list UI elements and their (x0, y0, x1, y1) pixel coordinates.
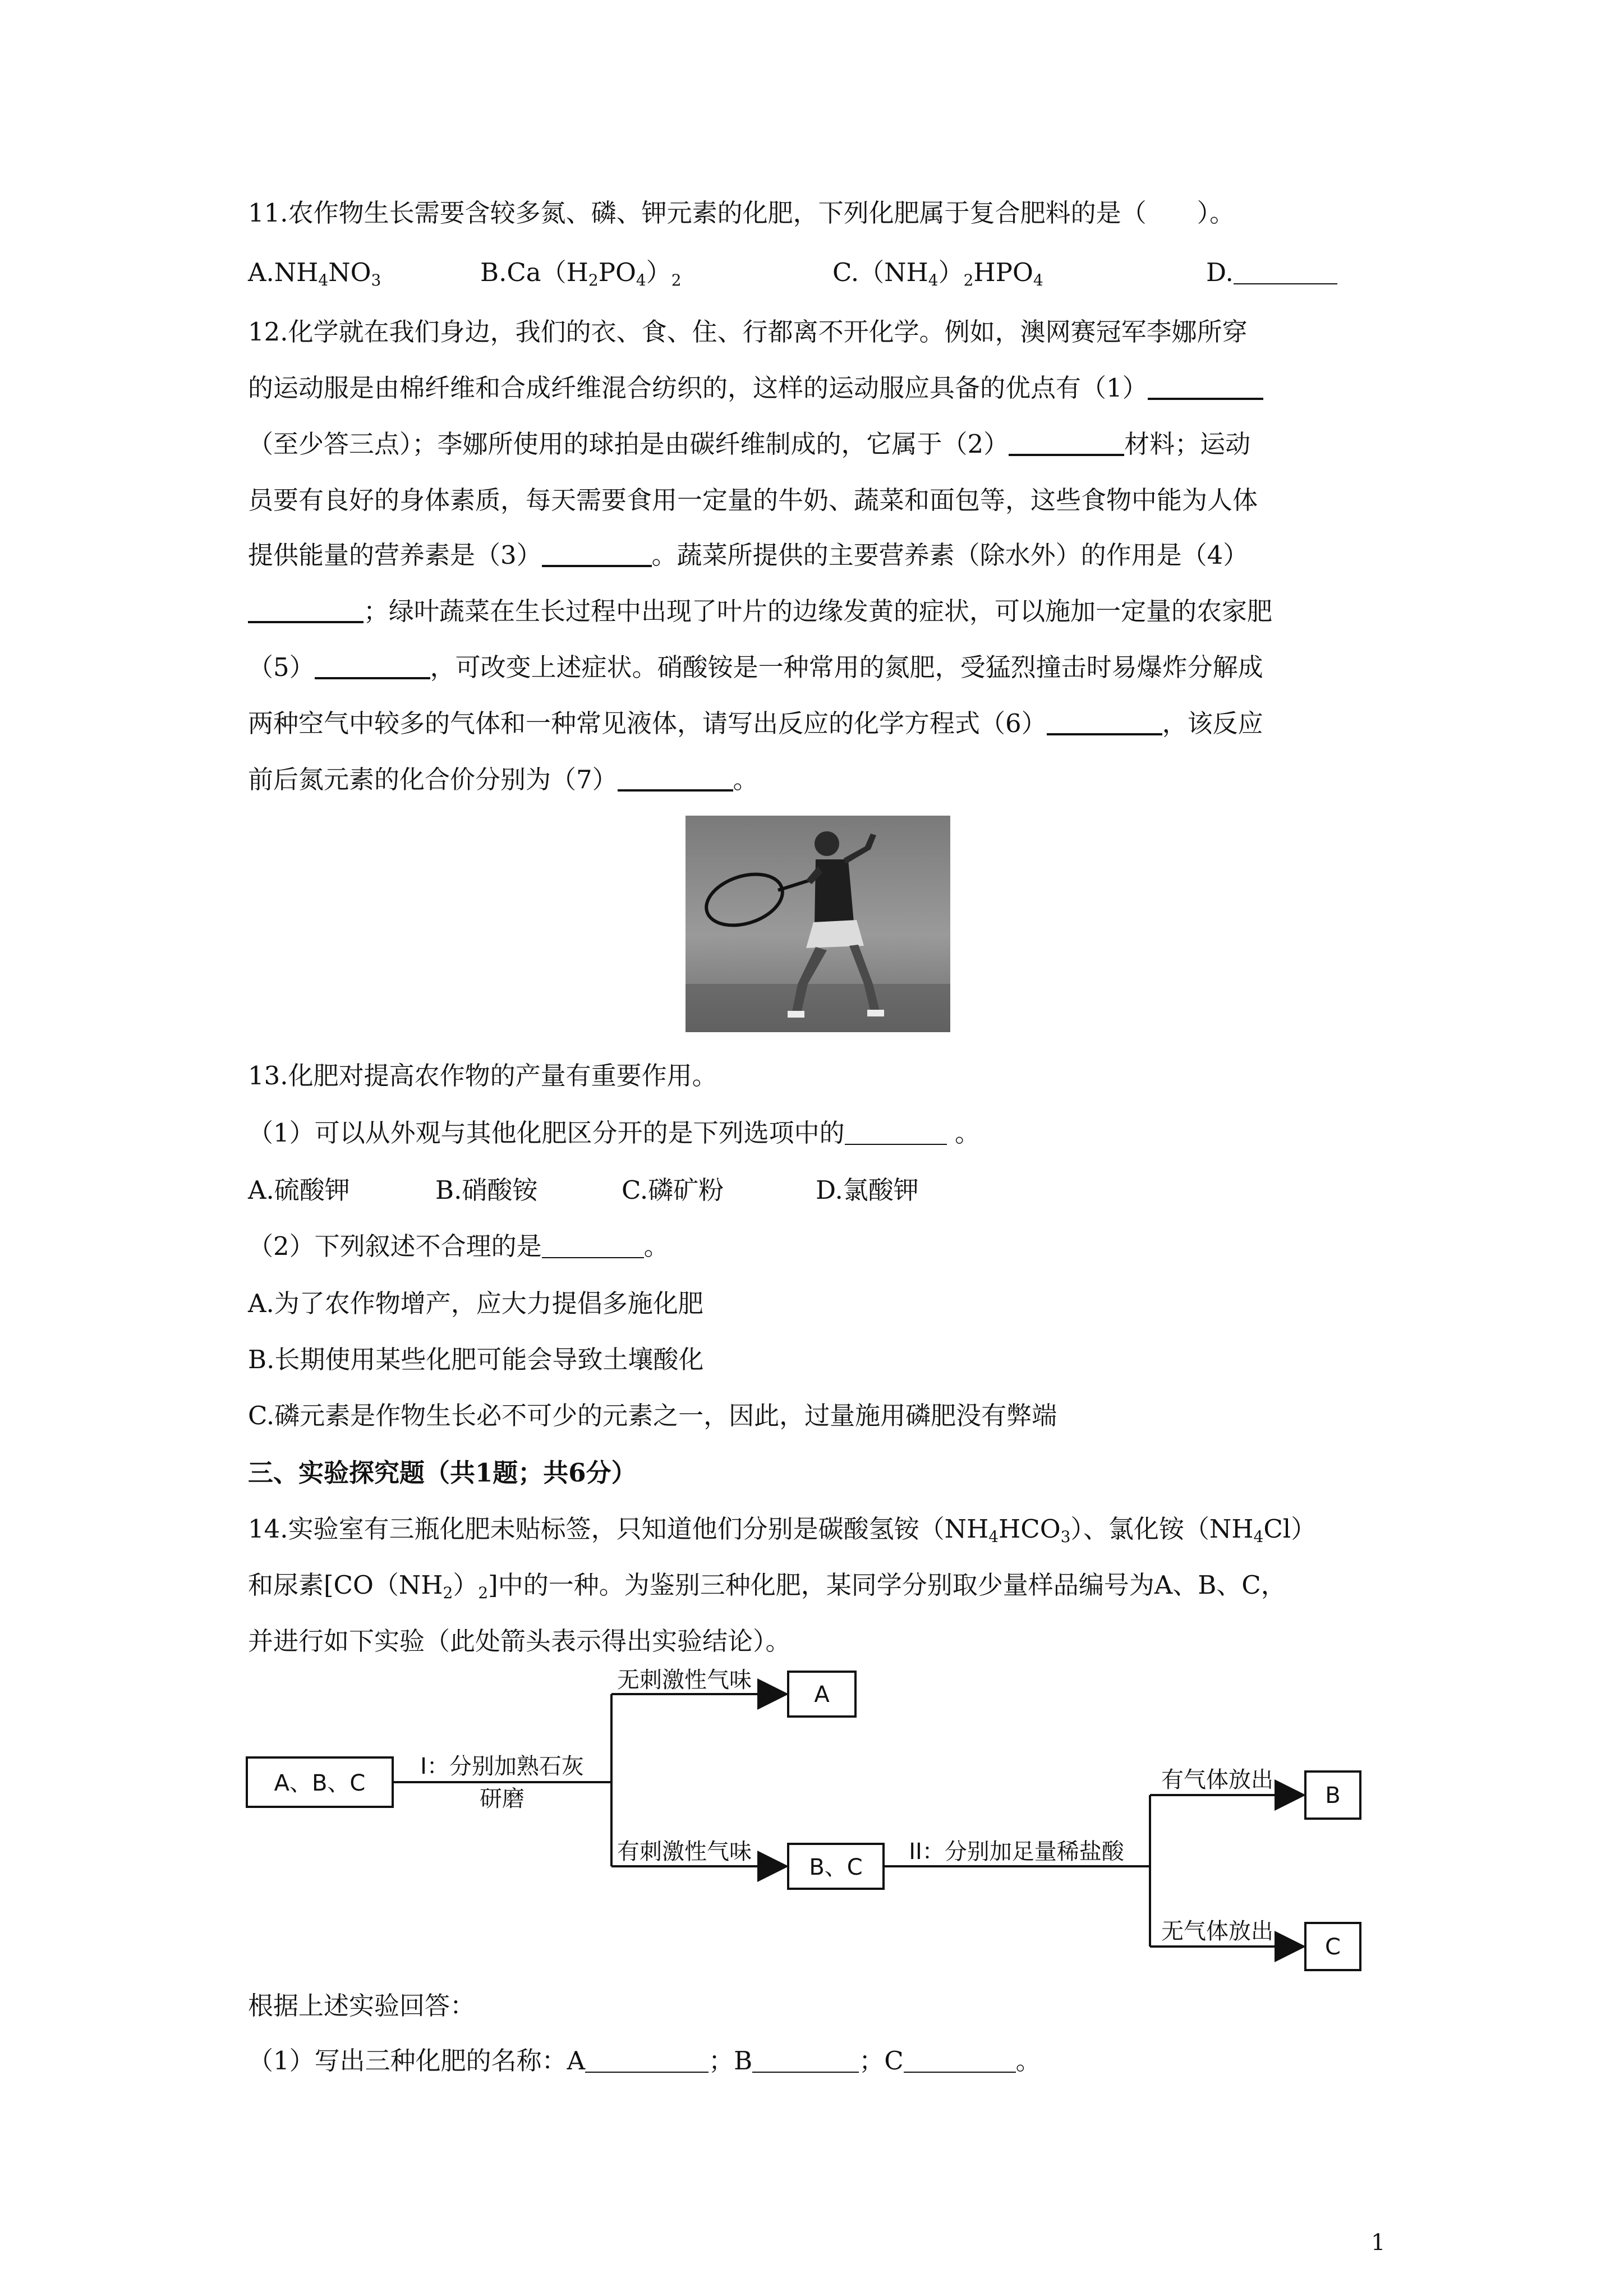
answer-blank-a (585, 2049, 709, 2073)
q12-line-6: ；绿叶蔬菜在生长过程中出现了叶片的边缘发黄的症状，可以施加一定量的农家肥 (248, 596, 1272, 627)
q13-p2-option-a: A.为了农作物增产，应大力提倡多施化肥 (248, 1289, 703, 1318)
answer-blank-7 (618, 767, 733, 792)
q14-part-1: （1）写出三种化肥的名称：A ；B ；C 。 (248, 2046, 1041, 2076)
answer-blank-b (752, 2049, 859, 2073)
q14-line-3: 并进行如下实验（此处箭头表示得出实验结论）。 (248, 1626, 791, 1656)
q11-option-c: $C.(NH_4)_2HPO_4$ (832, 257, 1043, 289)
page-number: 1 (1371, 2230, 1386, 2256)
box-bc-label: B、C (809, 1855, 863, 1880)
q11-option-a: $A.NH_4NO_3$ (248, 257, 381, 289)
answer-blank-4 (248, 599, 364, 623)
q12-line-1: 12.化学就在我们身边，我们的衣、食、住、行都离不开化学。例如，澳网赛冠军李娜所穿 (248, 317, 1248, 347)
step1-label-2: 研磨 (480, 1786, 525, 1812)
q14-line-1: 14.实验室有三瓶化肥未贴标签，只知道他们分别是碳酸氢铵$(NH_4HCO_3)$、氯化铵$(NH_4Cl)$ (248, 1514, 1317, 1546)
box-b-label: B (1325, 1783, 1341, 1809)
step2-label: II：分别加足量稀盐酸 (909, 1839, 1124, 1865)
q13-p1-option-d: D.氯酸钾 (816, 1175, 919, 1205)
q13-p1-option-a: A.硫酸钾 (248, 1175, 350, 1205)
box-a-label: A (814, 1682, 830, 1708)
branch-gas-label: 有气体放出 (1161, 1767, 1273, 1793)
q11-stem: 11.农作物生长需要含较多氮、磷、钾元素的化肥，下列化肥属于复合肥料的是（ ）。 (248, 198, 1235, 228)
answer-blank (845, 1121, 947, 1145)
answer-blank-1 (1148, 375, 1263, 400)
q12-line-7: （5） ，可改变上述症状。硝酸铵是一种常用的氮肥，受猛烈撞击时易爆炸分解成 (248, 652, 1263, 682)
q13-stem: 13.化肥对提高农作物的产量有重要作用。 (248, 1061, 717, 1091)
q12-line-5: 提供能量的营养素是（3） 。蔬菜所提供的主要营养素（除水外）的作用是（4） (248, 540, 1249, 570)
q13-p1-option-c: C.磷矿粉 (622, 1175, 724, 1205)
q12-line-3: （至少答三点）；李娜所使用的球拍是由碳纤维制成的，它属于（2） 材料；运动 (248, 429, 1251, 459)
experiment-flow-diagram (241, 1666, 1374, 1980)
q12-line-2: 的运动服是由棉纤维和合成纤维混合纺织的，这样的运动服应具备的优点有（1） (248, 372, 1263, 404)
tennis-player-photo (686, 816, 950, 1032)
q12-line-4: 员要有良好的身体素质，每天需要食用一定量的牛奶、蔬菜和面包等，这些食物中能为人体 (248, 485, 1258, 515)
answer-blank (542, 1235, 644, 1258)
q13-p1-option-b: B.硝酸铵 (435, 1175, 538, 1205)
q11-option-b: $B.Ca(H_2PO_4)_2$ (480, 257, 682, 289)
q13-part-2: （2）下列叙述不合理的是 。 (248, 1231, 669, 1261)
answer-blank (1234, 261, 1337, 284)
branch-no-smell-label: 无刺激性气味 (617, 1667, 752, 1693)
start-box-label: A、B、C (274, 1770, 366, 1796)
q14-answer-intro: 根据上述实验回答： (248, 1991, 476, 2021)
q14-line-2: 和尿素$[CO(NH_2)_2]$中的一种。为鉴别三种化肥，某同学分别取少量样品编号为A、B、C， (248, 1570, 1286, 1602)
q12-line-8: 两种空气中较多的气体和一种常见液体，请写出反应的化学方程式（6） ，该反应 (248, 708, 1263, 738)
answer-blank-2 (1009, 431, 1124, 456)
branch-smell-label: 有刺激性气味 (617, 1839, 752, 1865)
q12-line-9: 前后氮元素的化合价分别为（7） 。 (248, 765, 758, 794)
answer-blank-6 (1047, 711, 1162, 735)
box-c-label: C (1325, 1934, 1341, 1960)
q11-option-d: D. (1206, 257, 1337, 288)
q13-part-1: （1）可以从外观与其他化肥区分开的是下列选项中的 。 (248, 1118, 980, 1148)
q13-p2-option-c: C.磷元素是作物生长必不可少的元素之一，因此，过量施用磷肥没有弊端 (248, 1401, 1057, 1430)
answer-blank-5 (315, 655, 430, 679)
branch-no-gas-label: 无气体放出 (1161, 1918, 1273, 1944)
q13-p2-option-b: B.长期使用某些化肥可能会导致土壤酸化 (248, 1345, 704, 1374)
answer-blank-c (904, 2049, 1016, 2073)
answer-blank-3 (542, 542, 652, 567)
step1-label: I：分别加熟石灰 (420, 1754, 584, 1779)
section-heading: 三、实验探究题（共1题；共6分） (248, 1458, 637, 1488)
